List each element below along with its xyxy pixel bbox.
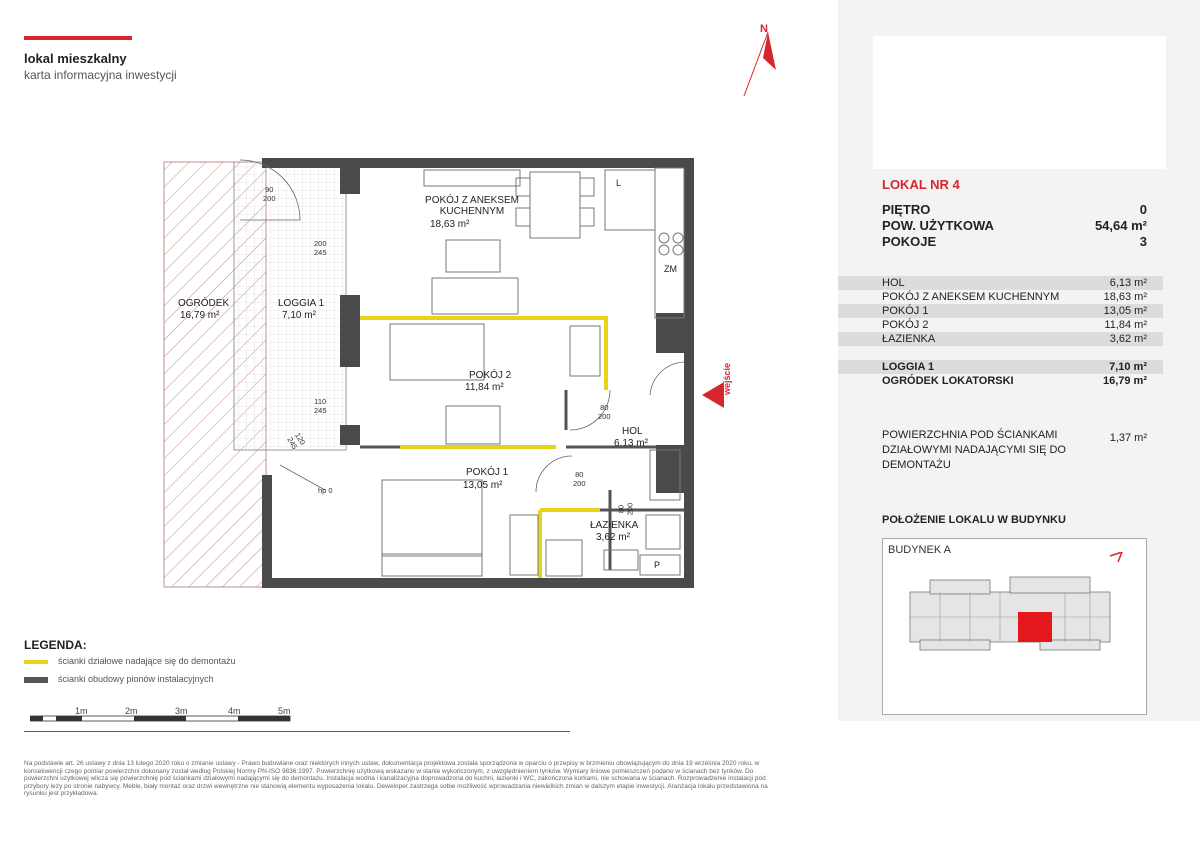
fridge-label: L [616,178,622,188]
legend-swatch-grey [24,677,48,683]
scale-label: 5m [278,706,291,716]
scale-label: 2m [125,706,138,716]
room2-label: POKÓJ 2 [469,370,512,381]
svg-text:KUCHENNYM: KUCHENNYM [439,206,505,217]
room-row-value: 3,62 m² [1109,333,1147,345]
legend-swatch-yellow [24,660,48,664]
hp-label: hp 0 [318,486,333,495]
loggia-area: 7,10 m² [282,310,316,321]
room-row-value: 11,84 m² [1104,319,1147,331]
svg-text:POKÓJ Z ANEKSEM: POKÓJ Z ANEKSEM [425,195,519,206]
dim-window-room1: 120 245 [285,431,308,451]
rooms-count-value: 3 [1139,234,1147,249]
north-arrow-icon [738,18,788,98]
scale-bar [30,714,300,724]
room-row-label: POKÓJ Z ANEKSEM KUCHENNYM [882,291,1060,303]
zm-label: ZM [664,264,677,274]
room-row-label: POKÓJ 2 [882,319,929,331]
loggia-label: LOGGIA 1 [278,298,325,309]
building-label: BUDYNEK A [888,544,951,556]
room2-area: 11,84 m² [465,382,504,393]
bath-area: 3,62 m² [596,532,630,543]
dim-door-room2: 80 200 [598,403,611,421]
footer-divider [24,731,570,732]
loggia-row-value: 7,10 m² [1109,361,1147,373]
position-title: POŁOŻENIE LOKALU W BUDYNKU [882,514,1066,526]
demountable-note-value: 1,37 m² [1109,432,1147,444]
p-label: P [654,560,661,570]
room-row-label: HOL [882,277,905,289]
room-row-value: 13,05 m² [1103,305,1147,317]
bath-label: ŁAZIENKA [590,520,639,531]
dim-door-bath: 80 200 [616,502,635,516]
page-title: lokal mieszkalny [24,51,127,66]
unit-highlight [1018,612,1052,642]
page-subtitle: karta informacyjna inwestycji [24,68,177,82]
usable-area-value: 54,64 m² [1094,218,1147,233]
loggia-row-label: LOGGIA 1 [882,361,935,373]
usable-area-label: POW. UŻYTKOWA [882,218,994,233]
room-row-label: POKÓJ 1 [882,305,929,317]
unit-number: LOKAL NR 4 [882,177,960,192]
legend-item: ścianki obudowy pionów instalacyjnych [58,674,214,684]
room1-label: POKÓJ 1 [466,467,509,478]
furniture [382,168,684,576]
floor-label: PIĘTRO [882,202,931,217]
legend-title: LEGENDA: [24,638,87,652]
demountable-note: POWIERZCHNIA POD ŚCIANKAMI DZIAŁOWYMI NADAJĄCYMI SIĘ DO DEMONTAŻU [882,429,1066,471]
hol-label: HOL [622,426,643,437]
garden-row-label: OGRÓDEK LOKATORSKI [882,375,1014,387]
north-label: N [760,23,768,35]
legend-item: ścianki działowe nadające się do demontażu [58,656,236,666]
logo-placeholder [873,36,1166,169]
rooms-count-label: POKOJE [882,234,937,249]
scale-label: 3m [175,706,188,716]
garden-label: OGRÓDEK [178,298,230,309]
dim-door-room1: 80 200 [573,470,586,488]
hol-area: 6,13 m² [614,438,648,449]
legal-footer: Na podstawie art. 26 ustawy z dnia 13 lutego 2020 roku o zmianie ustawy - Prawo budowlane oraz niektórych innych ustaw, dokumentacja projektowa została sporządzona w oparciu o przepisy w brzmieniu obowiązującym do dnia 19 września 2020 roku, w konsekwencji czego pomiar powierzchni dokonany został według Polskiej Normy PN-ISO 9836:1997. Powierzchnię użytkową wskazano w stanie wykończonym, z uwzględnieniem tynków. Wymiary liniowe pomieszczeń podano w ścianach bez tynków. Do powierzchni użytkowej wlicza się powierzchnię pod ściankami działowymi nadającymi się do demontażu. Instalacja wodna i kanalizacyjna doprowadzona do kuchni, łazienki i WC, zakończona korkami, nie schowana w ścianach. Rozprowadzenie instalacji pod przybory leży po stronie nabywcy. Meble, biały montaż oraz drzwi wewnętrzne nie stanowią elementu wyposażenia lokalu. Deweloper zastrzega sobie możliwość wprowadzania niewielkich zmian w dalszym etapie inwestycji. Aranżacja lokalu przedstawiona na rysunku jest przykładowa. [24,760,768,797]
room1-area: 13,05 m² [463,480,503,491]
dim-window-room2: 110 245 [314,397,327,415]
garden-row-value: 16,79 m² [1102,375,1147,387]
dim-window-kitchen: 200 245 [314,239,327,257]
scale-label: 4m [228,706,241,716]
entrance-label: wejście [722,362,732,395]
garden-area-text: 16,79 m² [180,310,220,321]
brand-accent-bar [24,36,132,40]
room-row-label: ŁAZIENKA [882,333,936,345]
room-row-value: 6,13 m² [1109,277,1147,289]
kitchen-area: 18,63 m² [430,219,470,230]
room-row-value: 18,63 m² [1103,291,1147,303]
dim-door-loggia: 90 200 [263,185,276,203]
floor-value: 0 [1139,202,1147,217]
building-plan-thumbnail [900,552,1130,662]
scale-label: 1m [75,706,88,716]
